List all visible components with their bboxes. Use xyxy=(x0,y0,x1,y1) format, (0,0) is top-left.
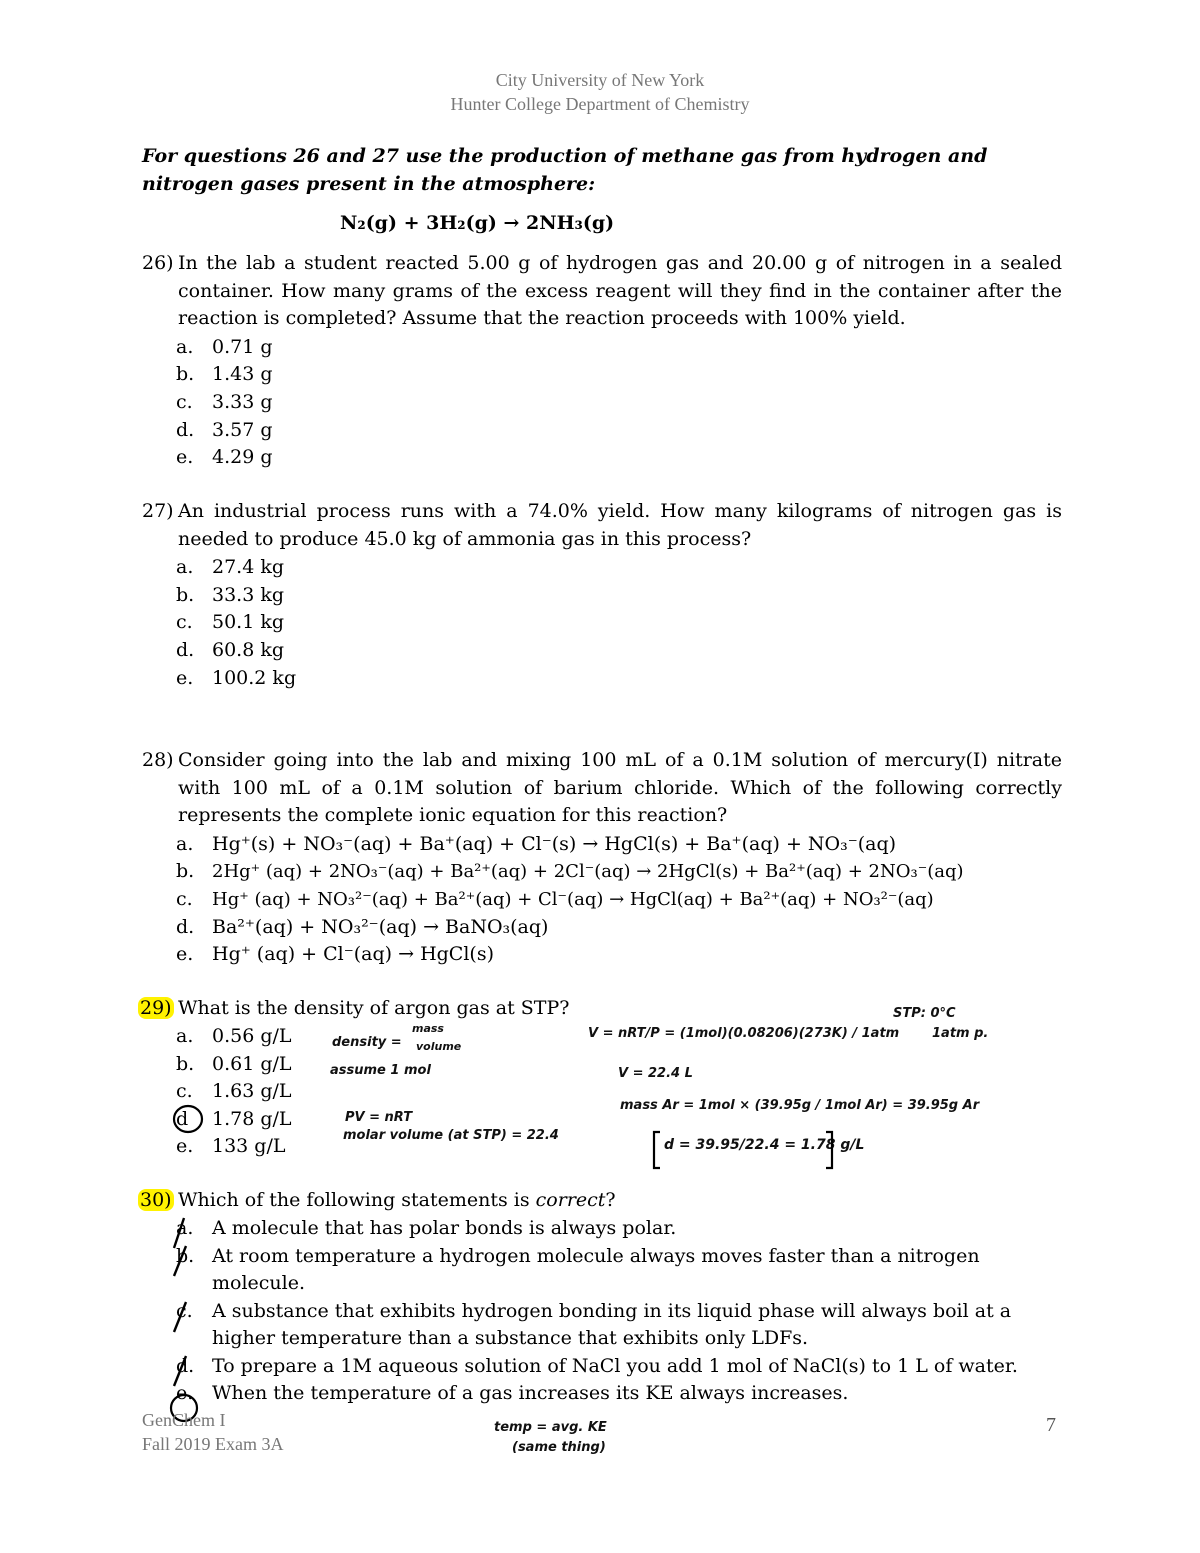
question-number xyxy=(142,995,174,1023)
question-number: 26) xyxy=(142,252,174,274)
question-number: 27) xyxy=(142,500,174,522)
option-text: 133 g/L xyxy=(212,1135,286,1157)
note-stp: STP: 0°C xyxy=(893,1006,956,1021)
option-letter: a. xyxy=(176,1217,194,1239)
question-text: In the lab a student reacted 5.00 g of hydrogen gas and 20.00 g of nitrogen in a sealed container. How many grams of the excess reagent will they find in the container after the reaction is completed? Assume that the reaction proceeds with 100% yield. xyxy=(178,252,1062,329)
option-text: 1.78 g/L xyxy=(212,1108,292,1130)
option-letter: d. xyxy=(176,1355,195,1377)
question-text xyxy=(178,1187,1062,1215)
option-letter: e. xyxy=(176,446,194,468)
option-letter: d xyxy=(176,1108,189,1130)
option-letter: b. xyxy=(176,1245,195,1267)
option-letter: b. xyxy=(176,860,195,882)
option-letter: b. xyxy=(176,584,195,606)
question-27 xyxy=(0,498,1200,698)
note-volume: volume xyxy=(416,1040,462,1053)
question-text-emphasis: correct xyxy=(535,1189,606,1211)
option-text: When the temperature of a gas increases its KE always increases. xyxy=(212,1382,849,1404)
option-text: Hg⁺ (aq) + NO₃²⁻(aq) + Ba²⁺(aq) + Cl⁻(aq) → HgCl(aq) + Ba²⁺(aq) + NO₃²⁻(aq) xyxy=(212,889,934,910)
option-text: 0.56 g/L xyxy=(212,1025,292,1047)
note-density: density = xyxy=(332,1035,402,1050)
note-same: (same thing) xyxy=(512,1440,606,1455)
option-text: 1.63 g/L xyxy=(212,1080,292,1102)
question-text-part: Which of the following statements is xyxy=(178,1189,536,1211)
option-text: To prepare a 1M aqueous solution of NaCl you add 1 mol of NaCl(s) to 1 L of water. xyxy=(212,1355,1018,1377)
bracket-icon xyxy=(650,1128,840,1173)
option-letter: c. xyxy=(176,1300,193,1322)
option-text: higher temperature than a substance that exhibits only LDFs. xyxy=(212,1327,809,1349)
note-temp: temp = avg. KE xyxy=(494,1420,607,1435)
option-letter: c. xyxy=(176,611,193,633)
note-v-result: V = 22.4 L xyxy=(618,1066,693,1081)
note-mass: mass xyxy=(412,1022,444,1035)
option-letter: d. xyxy=(176,419,195,441)
option-letter: c. xyxy=(176,888,193,910)
option-text: 2Hg⁺ (aq) + 2NO₃⁻(aq) + Ba²⁺(aq) + 2Cl⁻(aq) → 2HgCl(s) + Ba²⁺(aq) + 2NO₃⁻(aq) xyxy=(212,861,964,882)
question-text: What is the density of argon gas at STP? xyxy=(178,997,570,1019)
option-letter: c. xyxy=(176,1080,193,1102)
question-number xyxy=(142,1187,174,1215)
option-text: 4.29 g xyxy=(212,446,273,468)
option-text: 33.3 kg xyxy=(212,584,285,606)
note-atm: 1atm p. xyxy=(932,1026,989,1041)
option-letter: a. xyxy=(176,1025,194,1047)
note-assume: assume 1 mol xyxy=(330,1063,431,1078)
header-department: Hunter College Department of Chemistry xyxy=(450,94,750,114)
footer-course: GenChem I xyxy=(142,1410,226,1430)
option-letter: b. xyxy=(176,363,195,385)
option-text: At room temperature a hydrogen molecule always moves faster than a nitrogen xyxy=(212,1245,980,1267)
strike-marks-icon xyxy=(166,1212,206,1422)
note-density-result: d = 39.95/22.4 = 1.78 g/L xyxy=(664,1137,865,1153)
option-text: Hg⁺(s) + NO₃⁻(aq) + Ba⁺(aq) + Cl⁻(s) → HgCl(s) + Ba⁺(aq) + NO₃⁻(aq) xyxy=(212,833,897,855)
option-text: Hg⁺ (aq) + Cl⁻(aq) → HgCl(s) xyxy=(212,943,494,965)
reaction-equation: N₂(g) + 3H₂(g) → 2NH₃(g) xyxy=(340,212,615,234)
option-letter: b. xyxy=(176,1053,195,1075)
question-text: Consider going into the lab and mixing 100 mL of a 0.1M solution of mercury(I) nitrate with 100 mL of a 0.1M solution of barium chloride. Which of the following correctly represents the complete ionic equation for this reaction? xyxy=(178,749,1062,826)
header-university: City University of New York xyxy=(495,70,705,90)
option-letter: e. xyxy=(176,1135,194,1157)
note-pv: PV = nRT xyxy=(345,1110,413,1125)
note-molar: molar volume (at STP) = 22.4 xyxy=(343,1128,559,1143)
question-text-part: ? xyxy=(605,1189,616,1211)
highlight: 29) xyxy=(140,997,172,1019)
option-text: 60.8 kg xyxy=(212,639,285,661)
footer-exam: Fall 2019 Exam 3A xyxy=(142,1434,284,1454)
option-letter: d. xyxy=(176,916,195,938)
option-text: 1.43 g xyxy=(212,363,273,385)
question-28 xyxy=(0,747,1200,977)
option-text: 0.71 g xyxy=(212,336,273,358)
option-text: A substance that exhibits hydrogen bonding in its liquid phase will always boil at a xyxy=(212,1300,1012,1322)
option-text: 3.57 g xyxy=(212,419,273,441)
option-letter: e. xyxy=(176,1382,194,1404)
option-letter: a. xyxy=(176,556,194,578)
option-letter: d. xyxy=(176,639,195,661)
option-letter: a. xyxy=(176,336,194,358)
question-number: 28) xyxy=(142,749,174,771)
option-text: Ba²⁺(aq) + NO₃²⁻(aq) → BaNO₃(aq) xyxy=(212,916,549,938)
note-mass-ar: mass Ar = 1mol × (39.95g / 1mol Ar) = 39.95g Ar xyxy=(620,1098,980,1113)
intro-line-2: nitrogen gases present in the atmosphere: xyxy=(142,173,596,195)
option-text: A molecule that has polar bonds is always polar. xyxy=(212,1217,677,1239)
answer-circle-icon xyxy=(170,1104,210,1136)
option-letter: e. xyxy=(176,943,194,965)
option-text: 100.2 kg xyxy=(212,667,297,689)
option-text: 3.33 g xyxy=(212,391,273,413)
option-text: 0.61 g/L xyxy=(212,1053,292,1075)
question-26 xyxy=(0,250,1200,470)
question-text: An industrial process runs with a 74.0% yield. How many kilograms of nitrogen gas is needed to produce 45.0 kg of ammonia gas in this process? xyxy=(178,500,1062,550)
option-letter: e. xyxy=(176,667,194,689)
option-letter: c. xyxy=(176,391,193,413)
option-text: molecule. xyxy=(212,1272,306,1294)
question-29 xyxy=(0,995,1200,1165)
option-text: 50.1 kg xyxy=(212,611,285,633)
page-number: 7 xyxy=(1046,1414,1056,1436)
highlight: 30) xyxy=(140,1189,172,1211)
note-v-equation: V = nRT/P = (1mol)(0.08206)(273K) / 1atm xyxy=(588,1026,900,1041)
option-letter: a. xyxy=(176,833,194,855)
option-text: 27.4 kg xyxy=(212,556,285,578)
intro-line-1: For questions 26 and 27 use the production of methane gas from hydrogen and xyxy=(142,145,988,167)
